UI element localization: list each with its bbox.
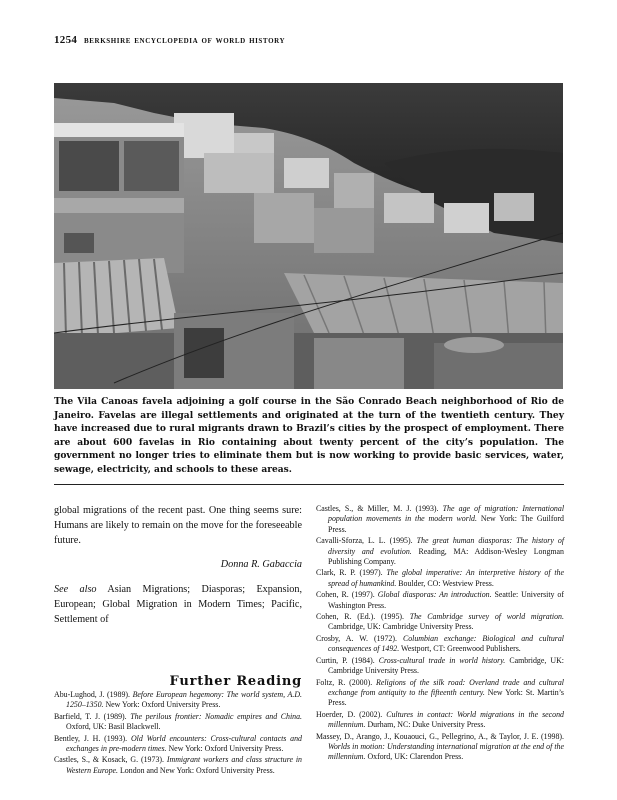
reference-item: Castles, S., & Miller, M. J. (1993). The age of migration: International population movements in the modern world. New York: The Guilford Press. bbox=[316, 504, 565, 534]
body-paragraph: global migrations of the recent past. One thing seems sure: Humans are likely to remain on the move for the foreseeable future. bbox=[54, 505, 302, 547]
reference-item: Crosby, A. W. (1972). Columbian exchange: Biological and cultural consequences of 1492. Westport, CT: Greenwood Publishers. bbox=[316, 633, 564, 654]
reference-item: Barfield, T. J. (1989). The perilous frontier: Nomadic empires and China. Oxford, UK: Basil Blackwell. bbox=[54, 711, 302, 732]
reference-item: Foltz, R. (2000). Religions of the silk road: Overland trade and cultural exchange from antiquity to the fifteenth century. New York: St. Martin’s Press. bbox=[316, 677, 565, 708]
further-reading-heading: Further Reading bbox=[169, 674, 302, 689]
reference-item: Massey, D., Arango, J., Kouaouci, G., Pellegrino, A., & Taylor, J. E. (1998). Worlds in motion: Understanding international migration at the end of the millennium. Oxford, UK: Clarendon Press. bbox=[316, 731, 564, 762]
reference-item: Cohen, R. (Ed.). (1995). The Cambridge survey of world migration. Cambridge, UK: Cambridge University Press. bbox=[316, 612, 564, 632]
references-left bbox=[54, 690, 302, 777]
photo-caption: The Vila Canoas favela adjoining a golf course in the São Conrado Beach neighborhood of Rio de Janeiro. Favelas are illegal settlements and originated at the turn of the twentieth century. They have increased due to rural migrants drawn to Brazil’s cities by the prospect of employment. There are about 600 favelas in Rio containing about twenty percent of the city’s population. The government no longer tries to eliminate them but is now working to provide basic services, water, sewage, electricity, and schools to these areas. bbox=[54, 396, 564, 475]
references-right bbox=[316, 504, 564, 764]
reference-item: Cohen, R. (1997). Global diasporas: An introduction. Seattle: University of Washington Press. bbox=[316, 590, 564, 610]
running-title: berkshire encyclopedia of world history bbox=[84, 35, 286, 46]
author-signature: Donna R. Gabaccia bbox=[220, 558, 302, 570]
page-number: 1254 bbox=[54, 34, 78, 46]
body-column bbox=[54, 503, 302, 635]
favela-photo bbox=[54, 83, 563, 389]
see-also-label: See also bbox=[54, 583, 97, 595]
reference-item: Cavalli-Sforza, L. L. (1995). The great human diasporas: The history of diversity and evolution. Reading, MA: Addison-Wesley Longman Publishing Company. bbox=[316, 536, 565, 567]
caption-rule bbox=[54, 484, 564, 485]
reference-item: Bentley, J. H. (1993). Old World encounters: Cross-cultural contacts and exchanges in pre-modern times. New York: Oxford University Press. bbox=[54, 733, 302, 754]
reference-item: Castles, S., & Kosack, G. (1973). Immigrant workers and class structure in Western Europe. London and New York: Oxford University Press. bbox=[54, 755, 302, 775]
reference-item: Hoerder, D. (2002). Cultures in contact: World migrations in the second millennium. Durham, NC: Duke University Press. bbox=[316, 709, 564, 730]
reference-item: Clark, R. P. (1997). The global imperative: An interpretive history of the spread of humankind. Boulder, CO: Westview Press. bbox=[316, 568, 564, 588]
reference-item: Abu-Lughod, J. (1989). Before European hegemony: The world system, A.D. 1250–1350. New York: Oxford University Press. bbox=[54, 690, 302, 710]
see-also bbox=[54, 582, 302, 628]
running-header bbox=[54, 34, 285, 46]
reference-item: Curtin, P. (1984). Cross-cultural trade in world history. Cambridge, UK: Cambridge University Press. bbox=[316, 655, 564, 676]
see-also-text: Asian Migrations; Diasporas; Expansion, European; Global Migration in Modern Times; Pacific, Settlement of bbox=[54, 583, 303, 626]
